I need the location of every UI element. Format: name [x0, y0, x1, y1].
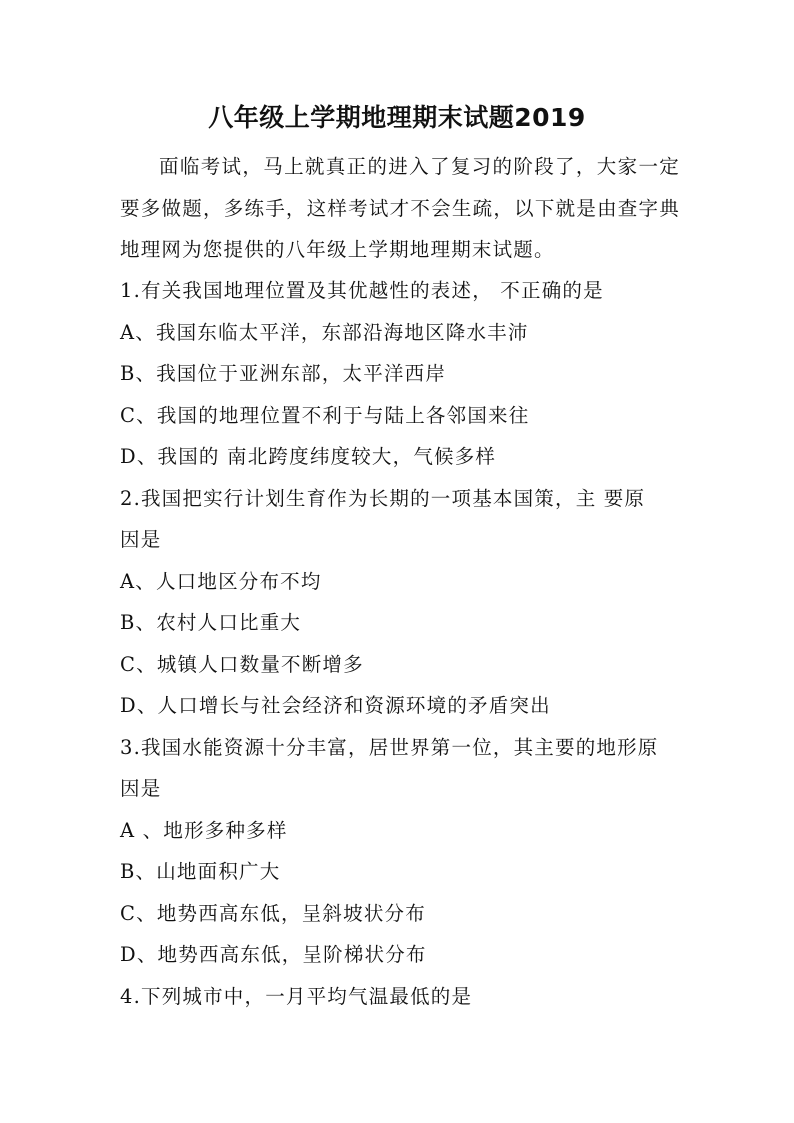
question-3-stem-continued: 因是 [120, 777, 162, 800]
question-3-option-d: D、地势西高东低，呈阶梯状分布 [120, 943, 427, 966]
question-2-stem: 2.我国把实行计划生育作为长期的一项基本国策，主 要原 [120, 486, 646, 510]
question-2-option-a: A、人口地区分布不均 [120, 569, 322, 593]
question-1-stem: 1.有关我国地理位置及其优越性的表述， 不正确的是 [120, 279, 604, 302]
question-4-stem: 4.下列城市中，一月平均气温最低的是 [120, 984, 473, 1008]
question-1-option-d: D、我国的 南北跨度纬度较大，气候多样 [120, 445, 497, 468]
question-2-stem-continued: 因是 [120, 528, 162, 551]
page-title: 八年级上学期地理期末试题2019 [208, 103, 586, 132]
question-1-option-c: C、我国的地理位置不利于与陆上各邻国来往 [120, 403, 530, 427]
question-3-option-a: A 、地形多种多样 [120, 818, 288, 842]
question-3-option-c: C、地势西高东低，呈斜坡状分布 [120, 901, 426, 925]
question-3-stem: 3.我国水能资源十分丰富，居世界第一位，其主要的地形原 [120, 735, 659, 759]
intro-paragraph: 面临考试，马上就真正的进入了复习的阶段了，大家一定要多做题，多练手，这样考试才不会生疏，以下就是由查字典地理网为您提供的八年级上学期地理期末试题。 [120, 155, 680, 261]
question-1-option-a: A、我国东临太平洋，东部沿海地区降水丰沛 [120, 320, 529, 344]
question-3-option-b: B、山地面积广大 [120, 860, 281, 883]
question-list [120, 270, 680, 1017]
question-2-option-b: B、农村人口比重大 [120, 611, 302, 634]
question-2-option-d: D、人口增长与社会经济和资源环境的矛盾突出 [120, 694, 551, 717]
question-2-option-c: C、城镇人口数量不断增多 [120, 652, 364, 676]
question-1-option-b: B、我国位于亚洲东部，太平洋西岸 [120, 362, 447, 385]
